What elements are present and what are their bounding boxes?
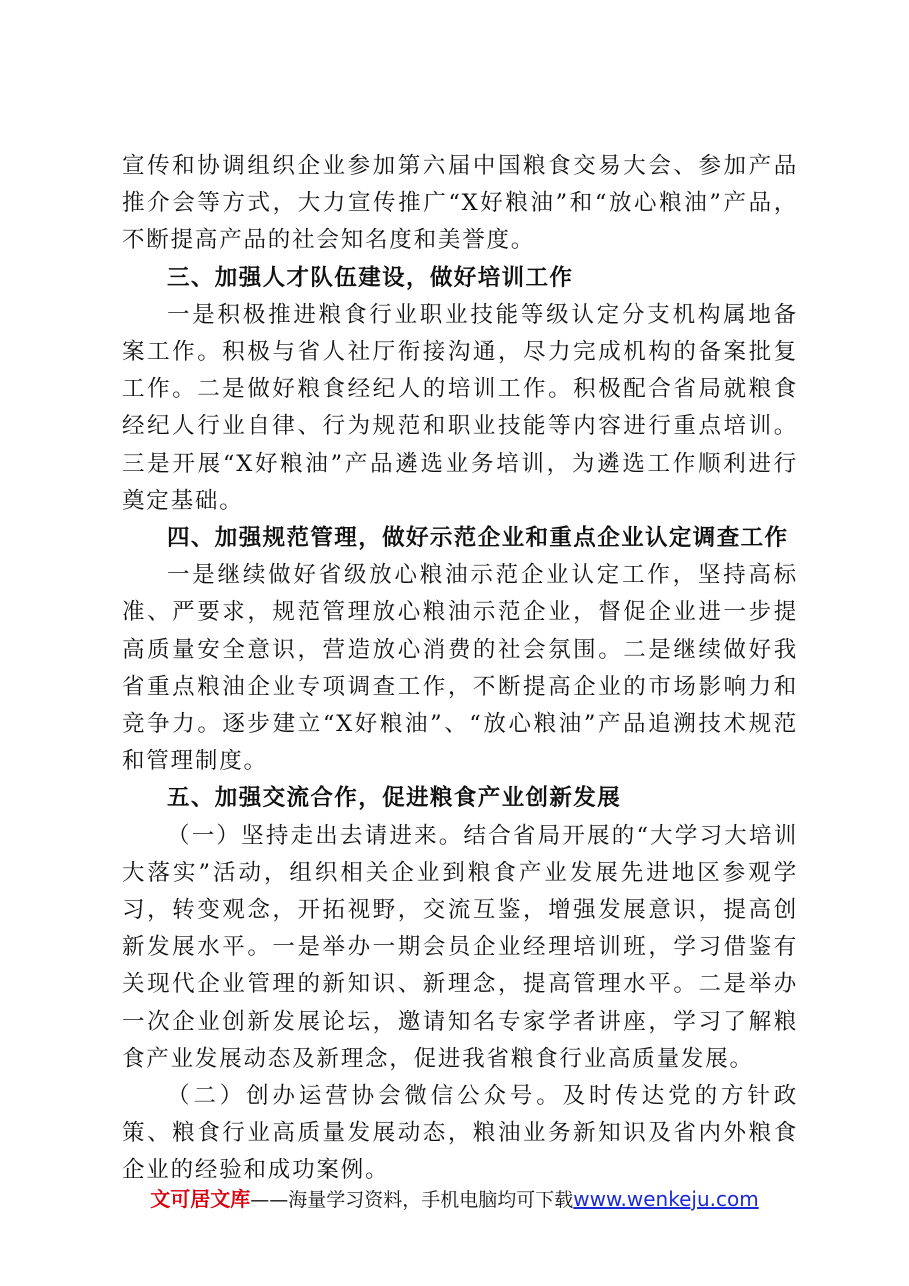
paragraph-section-5-item-2: （二）创办运营协会微信公众号。及时传达党的方针政策、粮食行业高质量发展动态，粮油业务新知识及省内外粮食企业的经验和成功案例。	[122, 1083, 798, 1184]
paragraph-section-5-item-1: （一）坚持走出去请进来。结合省局开展的“大学习大培训大落实”活动，组织相关企业到粮食产业发展先进地区参观学习，转变观念，开拓视野，交流互鉴，增强发展意识，提高创新发展水平。一是举办一期会员企业经理培训班，学习借鉴有关现代企业管理的新知识、新理念，提高管理水平。二是举办一次企业创新发展论坛，邀请知名专家学者讲座，学习了解粮食产业发展动态及新理念，促进我省粮食行业高质量发展。	[122, 822, 798, 1072]
paragraph-section-4: 一是继续做好省级放心粮油示范企业认定工作，坚持高标准、严要求，规范管理放心粮油示范企业，督促企业进一步提高质量安全意识，营造放心消费的社会氛围。二是继续做好我省重点粮油企业专项调查工作，不断提高企业的市场影响力和竞争力。逐步建立“X好粮油”、“放心粮油”产品追溯技术规范和管理制度。	[122, 562, 798, 775]
paragraph-section-3: 一是积极推进粮食行业职业技能等级认定分支机构属地备案工作。积极与省人社厅衔接沟通，尽力完成机构的备案批复工作。二是做好粮食经纪人的培训工作。积极配合省局就粮食经纪人行业自律、行为规范和职业技能等内容进行重点培训。三是开展“X好粮油”产品遴选业务培训，为遴选工作顺利进行奠定基础。	[122, 301, 798, 514]
section-heading-3: 三、加强人才队伍建设，做好培训工作	[167, 264, 574, 291]
footer-brand: 文可居文库	[150, 1187, 251, 1211]
section-heading-5: 五、加强交流合作，促进粮食产业创新发展	[167, 785, 622, 812]
paragraph-continuation: 宣传和协调组织企业参加第六届中国粮食交易大会、参加产品推介会等方式，大力宣传推广“X好粮油”和“放心粮油”产品，不断提高产品的社会知名度和美誉度。	[122, 153, 798, 254]
document-body	[122, 148, 798, 1190]
section-heading-4: 四、加强规范管理，做好示范企业和重点企业认定调查工作	[167, 525, 789, 552]
footer-banner	[0, 1183, 909, 1212]
footer-slogan: ——海量学习资料，手机电脑均可下载	[250, 1189, 574, 1211]
footer-website-link[interactable]: www.wenkeju.com	[573, 1187, 759, 1211]
